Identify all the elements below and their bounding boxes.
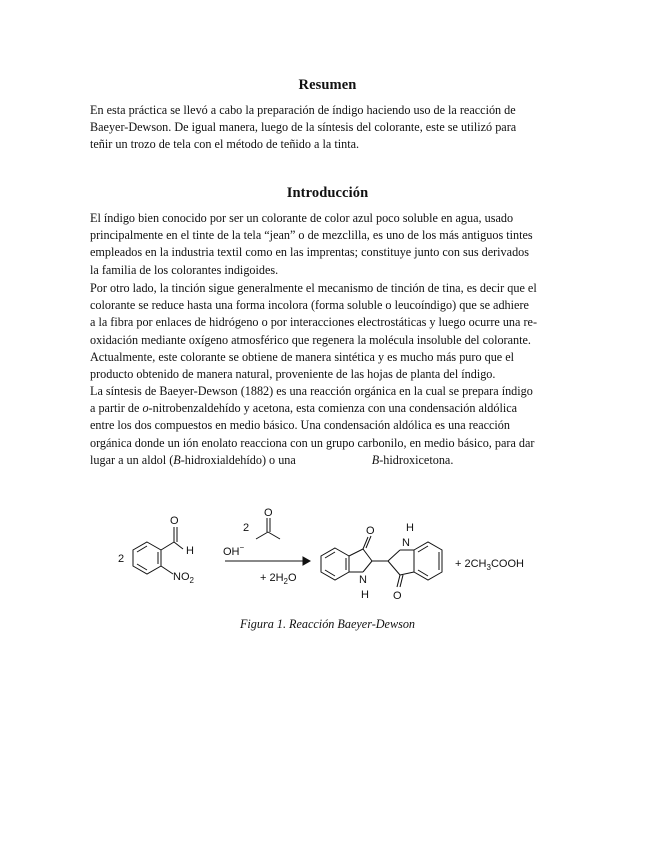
paragraph-intro-3: [90, 383, 568, 469]
indigo-hydrogen-top: H: [406, 522, 414, 534]
nitro-group: $NO_2$: [173, 571, 194, 585]
paragraph-resumen: [90, 102, 568, 154]
text-line: teñir un trozo de tela con el método de teñido a la tinta.: [90, 137, 360, 152]
text-line: oxidación mediante oxígeno atmosférico que regenera la molécula insoluble del colorante.: [90, 332, 531, 347]
figure-caption: Figura 1. Reacción Baeyer-Dewson: [239, 617, 416, 631]
indigo-benzene-left: [321, 548, 349, 580]
text-line: principalmente en el tinte de la tela “jean” o de mezclilla, es uno de los más antiguos tintes: [90, 228, 533, 243]
aldehyde-oxygen: O: [170, 515, 179, 527]
text-line: entre los dos compuestos en medio básico. Una condensación aldólica es una reacción: [90, 418, 510, 433]
paragraph-intro-1: [90, 210, 568, 279]
reaction-scheme-diagram: [110, 505, 530, 605]
text-line: empleados en la industria textil como en las imprentas; constituye junto con sus derivados: [90, 245, 529, 260]
indigo-oxygen-top: O: [366, 525, 375, 537]
text-line: El índigo bien conocido por ser un colorante de color azul poco soluble en agua, usado: [90, 211, 514, 225]
coefficient-reactant: 2: [118, 553, 125, 565]
text-line: lugar a un aldol (B-hidroxialdehído) o una B-hidroxicetona.: [90, 452, 454, 467]
text-line: Por otro lado, la tinción sigue generalmente el mecanismo de tinción de tina, es decir que el: [90, 281, 537, 295]
text-line: a partir de o-nitrobenzaldehído y acetona, esta comienza con una condensación aldólica: [90, 401, 518, 416]
benzene-ring-reactant: [133, 542, 161, 574]
paragraph-intro-2: [90, 280, 568, 383]
indigo-nitrogen-bottom: N: [359, 574, 367, 586]
water-removed: + $2H_2O$: [260, 572, 297, 586]
acetic-acid-byproduct: + $2CH_3COOH$: [455, 558, 524, 572]
indigo-oxygen-bottom: O: [393, 590, 402, 602]
indigo-benzene-right: [414, 542, 442, 580]
heading-introduccion: Introducción: [286, 185, 369, 201]
heading-resumen: Resumen: [298, 77, 357, 93]
text-line: colorante se reduce hasta una forma incolora (forma soluble o leucoíndigo) que se adhiere: [90, 298, 529, 313]
text-line: a la fibra por enlaces de hidrógeno o por interacciones electrostáticas y luego ocurre una re-: [90, 315, 538, 330]
coefficient-acetone: 2: [243, 522, 250, 534]
text-line: orgánica donde un ión enolato reacciona con un grupo carbonilo, en medio básico, para dar: [90, 435, 535, 450]
acetone-oxygen: O: [264, 507, 273, 519]
indigo-hydrogen-bottom: H: [361, 589, 369, 601]
text-line: Actualmente, este colorante se obtiene de manera sintética y es mucho más puro que el: [90, 349, 515, 364]
hydroxide-base: OH−: [223, 543, 245, 558]
text-line: La síntesis de Baeyer-Dewson (1882) es una reacción orgánica en la cual se prepara índigo: [90, 384, 533, 398]
indigo-nitrogen-top: N: [402, 537, 410, 549]
text-line: Baeyer-Dewson. De igual manera, luego de la síntesis del colorante, este se utilizó para: [90, 120, 517, 135]
text-line: En esta práctica se llevó a cabo la preparación de índigo haciendo uso de la reacción de: [90, 103, 516, 117]
text-line: la familia de los colorantes indigoides.: [90, 262, 279, 277]
aldehyde-hydrogen: H: [186, 545, 194, 557]
text-line: producto obtenido de manera natural, proveniente de las hojas de planta del índigo.: [90, 367, 496, 382]
italic-o: o: [142, 401, 149, 416]
